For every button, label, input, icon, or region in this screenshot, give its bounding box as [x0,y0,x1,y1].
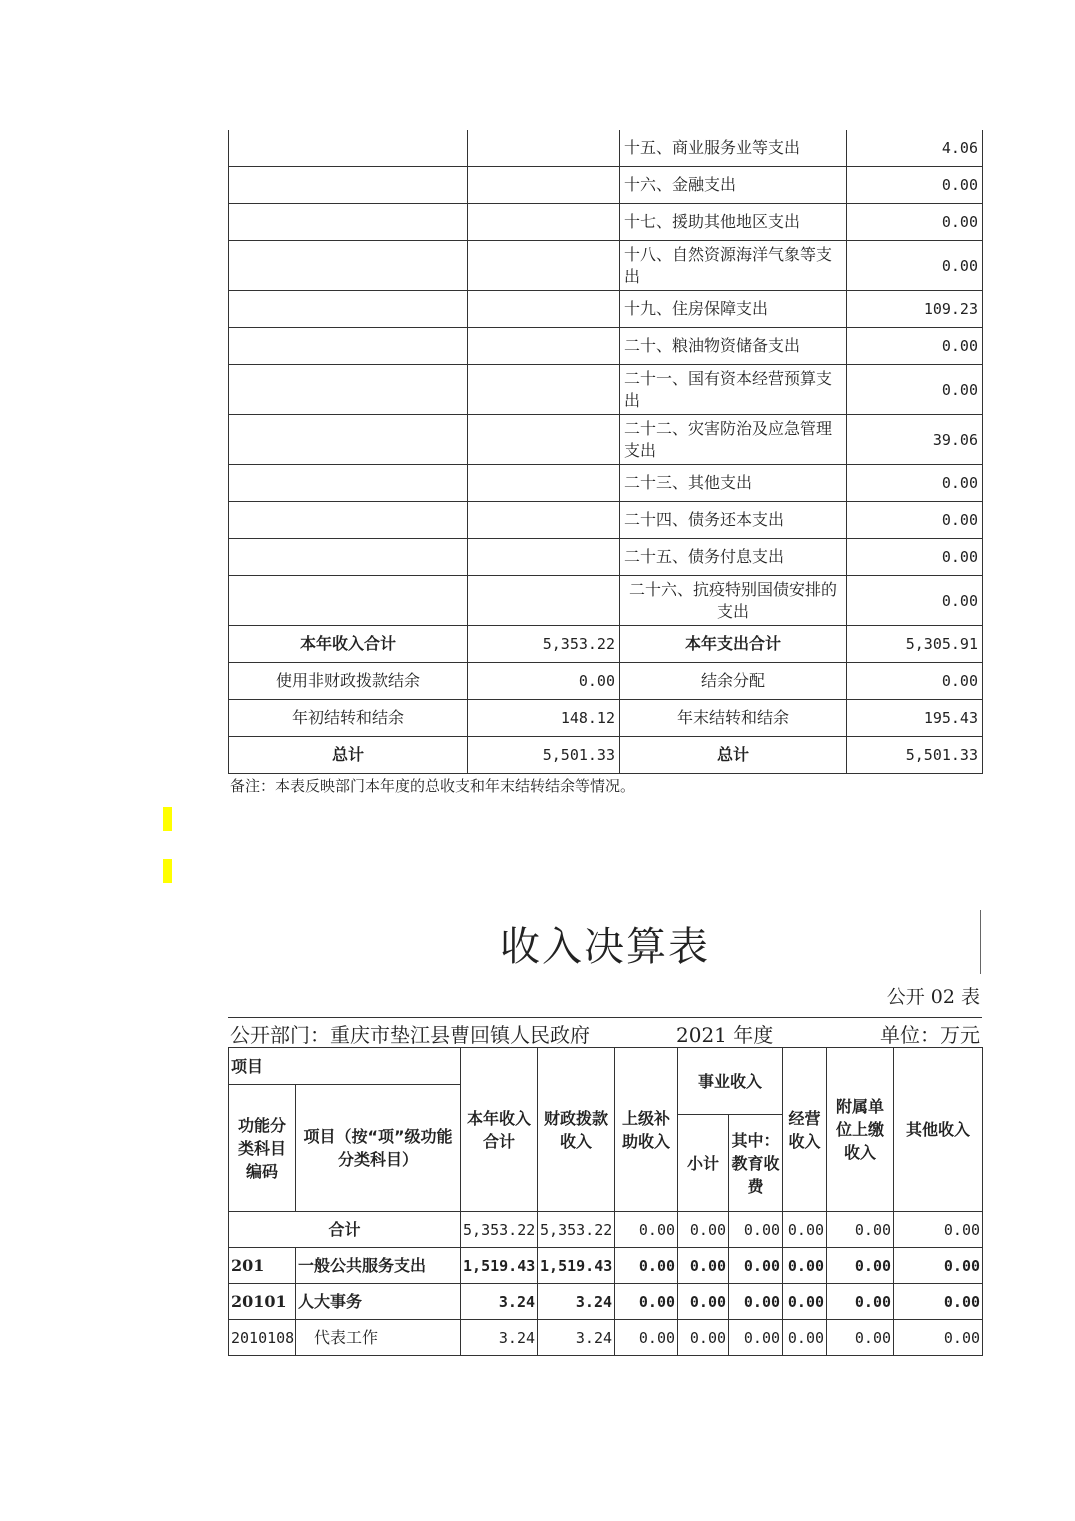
expense-item-label: 十六、金融支出 [620,167,847,204]
table-row [229,539,983,576]
header-total: 本年收入合计 [461,1048,538,1212]
func-item: 代表工作 [296,1320,461,1356]
total-value: 0.00 [615,1212,678,1248]
expense-item-value: 39.06 [847,415,983,465]
header-affiliated: 附属单位上缴收入 [827,1048,894,1212]
table-row [229,415,983,465]
row-value: 1,519.43 [461,1248,538,1284]
row-value: 0.00 [729,1284,783,1320]
expense-item-label: 二十六、抗疫特别国债安排的支出 [620,576,847,626]
total-label: 合计 [229,1212,461,1248]
summary-row [229,737,983,774]
expense-item-value: 0.00 [847,539,983,576]
row-value: 0.00 [827,1320,894,1356]
non-fiscal-balance-value: 0.00 [468,663,620,700]
table-row [229,204,983,241]
header-func-item: 项目（按“项”级功能分类科目） [296,1085,461,1212]
expense-item-label: 二十一、国有资本经营预算支出 [620,365,847,415]
income-final-accounts-table [228,1047,983,1356]
highlight-marker [163,807,172,831]
opening-balance-value: 148.12 [468,700,620,737]
row-value: 0.00 [783,1320,827,1356]
non-fiscal-balance-label: 使用非财政拨款结余 [229,663,468,700]
table-row [229,130,983,167]
row-value: 0.00 [783,1284,827,1320]
fiscal-year: 2021 年度 [676,1023,774,1047]
total-value: 5,353.22 [461,1212,538,1248]
row-value: 0.00 [678,1248,729,1284]
header-business: 事业收入 [678,1048,783,1115]
expense-item-label: 二十五、债务付息支出 [620,539,847,576]
expense-item-value: 0.00 [847,365,983,415]
row-value: 0.00 [729,1320,783,1356]
expense-total-label: 本年支出合计 [620,626,847,663]
balance-distribution-value: 0.00 [847,663,983,700]
row-value: 0.00 [894,1320,983,1356]
expense-item-value: 0.00 [847,328,983,365]
summary-row [229,700,983,737]
department-label: 公开部门：重庆市垫江县曹回镇人民政府 [230,1023,590,1047]
row-value: 0.00 [615,1248,678,1284]
row-value: 3.24 [461,1320,538,1356]
expense-item-value: 0.00 [847,204,983,241]
grand-total-income-value: 5,501.33 [468,737,620,774]
table-row [229,576,983,626]
expense-item-value: 0.00 [847,465,983,502]
expense-item-label: 十五、商业服务业等支出 [620,130,847,167]
table-row [229,465,983,502]
expense-item-label: 二十二、灾害防治及应急管理支出 [620,415,847,465]
header-subsidy: 上级补助收入 [615,1048,678,1212]
table-row [229,167,983,204]
expense-item-value: 0.00 [847,241,983,291]
expense-item-label: 二十四、债务还本支出 [620,502,847,539]
expense-item-value: 0.00 [847,576,983,626]
row-value: 0.00 [827,1248,894,1284]
row-value: 0.00 [894,1284,983,1320]
row-value: 3.24 [538,1320,615,1356]
func-item: 一般公共服务支出 [296,1248,461,1284]
table-row [229,1284,983,1320]
page-title: 收入决算表 [500,924,710,970]
table-row [229,1320,983,1356]
row-value: 1,519.43 [538,1248,615,1284]
header-other: 其他收入 [894,1048,983,1212]
income-expense-summary-table [228,130,983,774]
header-education: 其中：教育收费 [729,1115,783,1212]
total-value: 0.00 [827,1212,894,1248]
report-meta [228,1017,982,1048]
header-project: 项目 [229,1048,461,1085]
row-value: 3.24 [461,1284,538,1320]
summary-row [229,626,983,663]
table-row [229,328,983,365]
row-value: 0.00 [615,1284,678,1320]
opening-balance-label: 年初结转和结余 [229,700,468,737]
closing-balance-label: 年末结转和结余 [620,700,847,737]
income-total-label: 本年收入合计 [229,626,468,663]
expense-item-value: 4.06 [847,130,983,167]
row-value: 0.00 [783,1248,827,1284]
header-func-code: 功能分类科目编码 [229,1085,296,1212]
table-note: 备注：本表反映部门本年度的总收支和年末结转结余等情况。 [230,777,636,795]
unit-label: 单位：万元 [880,1023,980,1047]
row-value: 0.00 [615,1320,678,1356]
header-subtotal: 小计 [678,1115,729,1212]
balance-distribution-label: 结余分配 [620,663,847,700]
table-row [229,241,983,291]
expense-item-label: 二十、粮油物资储备支出 [620,328,847,365]
total-value: 0.00 [678,1212,729,1248]
total-row [229,1212,983,1248]
summary-row [229,663,983,700]
expense-item-label: 十八、自然资源海洋气象等支出 [620,241,847,291]
expense-item-label: 十九、住房保障支出 [620,291,847,328]
func-code: 2010108 [229,1320,296,1356]
row-value: 0.00 [678,1320,729,1356]
expense-item-label: 十七、援助其他地区支出 [620,204,847,241]
func-code: 20101 [229,1284,296,1320]
closing-balance-value: 195.43 [847,700,983,737]
row-value: 0.00 [894,1248,983,1284]
highlight-marker [163,859,172,883]
total-value: 0.00 [729,1212,783,1248]
func-code: 201 [229,1248,296,1284]
grand-total-expense-value: 5,501.33 [847,737,983,774]
header-fiscal: 财政拨款收入 [538,1048,615,1212]
expense-item-value: 0.00 [847,502,983,539]
grand-total-income-label: 总计 [229,737,468,774]
header-row [229,1048,983,1085]
total-value: 0.00 [894,1212,983,1248]
expense-item-label: 二十三、其他支出 [620,465,847,502]
expense-total-value: 5,305.91 [847,626,983,663]
func-item: 人大事务 [296,1284,461,1320]
total-value: 0.00 [783,1212,827,1248]
expense-item-value: 109.23 [847,291,983,328]
row-value: 0.00 [678,1284,729,1320]
row-value: 3.24 [538,1284,615,1320]
header-operating: 经营收入 [783,1048,827,1212]
table-row [229,1248,983,1284]
table-row [229,291,983,328]
expense-item-value: 0.00 [847,167,983,204]
row-value: 0.00 [729,1248,783,1284]
total-value: 5,353.22 [538,1212,615,1248]
table-row [229,502,983,539]
income-total-value: 5,353.22 [468,626,620,663]
form-number: 公开 02 表 [886,986,980,1008]
row-value: 0.00 [827,1284,894,1320]
grand-total-expense-label: 总计 [620,737,847,774]
table-row [229,365,983,415]
